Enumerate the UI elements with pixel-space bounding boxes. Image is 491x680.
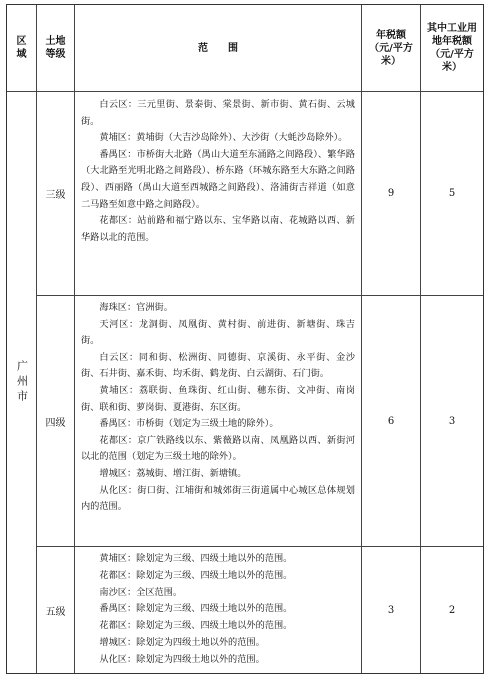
header-annual-tax: 年税额（元/平方米） (369, 29, 413, 67)
scope-line: 增城区：除划定为四级土地以外的范围。 (99, 636, 265, 648)
scope-line: 黄埔区：除划定为三级、四级土地以外的范围。 (99, 553, 293, 564)
scope-line: 天河区：龙洞街、凤凰街、黄村街、前进街、新塘街、珠吉街。 (81, 318, 355, 347)
scope-line: 南沙区：全区范围。 (99, 586, 183, 598)
industrial-tax-cell-4: 3 (448, 415, 456, 427)
scope-line: 从化区：街口街、江埔街和城郊街三街道属中心城区总体规划内的范围。 (81, 484, 355, 513)
scope-cell-3 (81, 97, 355, 246)
scope-line: 花都区：除划定为三级、四级土地以外的范围。 (99, 569, 293, 581)
header-region: 区域 (16, 36, 27, 60)
scope-cell-4 (81, 300, 355, 516)
region-cell (7, 92, 36, 673)
scope-line: 番禺区：市桥街大北路（禺山大道至东涌路之间路段）、繁华路（大北路至光明北路之间路段）、桥东路（环城东路至大东路之间路段）、西丽路（禺山大道至西城路之间路段）、洛浦街吉祥道（如意二马路至如意中路之间路段）。 (81, 148, 355, 210)
scope-line: 花都区：站前路和福宁路以东、宝华路以南、花城路以西、新华路以北的范围。 (81, 215, 355, 243)
scope-line: 海珠区：官洲街。 (99, 302, 173, 313)
scope-line: 黄埔区：黄埔街（大吉沙岛除外）、大沙街（大蚝沙岛除外）。 (99, 132, 348, 144)
header-industrial-tax: 其中工业用地年税额（元/平方米） (427, 23, 477, 73)
grade-cell-4: 四级 (45, 417, 66, 429)
land-tax-table (6, 4, 484, 674)
scope-line: 从化区：除划定为四级土地以外的范围。 (99, 653, 265, 665)
industrial-tax-cell-5: 2 (448, 604, 456, 616)
scope-line: 番禺区：市桥街（划定为三级土地的除外）。 (99, 418, 279, 430)
industrial-tax-cell-3: 5 (448, 188, 456, 199)
tax-cell-4: 6 (387, 415, 395, 427)
header-scope: 范 围 (198, 42, 238, 54)
region-name: 广州市 (15, 360, 29, 405)
scope-line: 增城区：荔城街、增江街、新塘镇。 (99, 467, 247, 479)
scope-line: 花都区：除划定为三级、四级土地以外的范围。 (99, 620, 293, 632)
scope-line: 白云区：同和街、松洲街、同德街、京溪街、永平街、金沙街、石井街、嘉禾街、均禾街、鹤龙街、白云湖街、石门街。 (81, 351, 355, 380)
scope-line: 黄埔区：荔联街、鱼珠街、红山街、穗东街、文冲街、南岗街、联和街、萝岗街、夏港街、东区街。 (81, 384, 355, 413)
grade-cell-3: 三级 (45, 190, 66, 201)
scope-line: 白云区：三元里街、景泰街、棠景街、新市街、黄石街、云城街。 (81, 99, 355, 127)
header-grade: 土地等级 (45, 36, 66, 60)
tax-cell-3: 9 (387, 188, 395, 199)
scope-line: 番禺区：除划定为三级、四级土地以外的范围。 (99, 603, 293, 615)
scope-cell-5 (81, 551, 355, 669)
tax-cell-5: 3 (387, 604, 395, 616)
scope-line: 花都区：京广铁路线以东、紫薇路以南、凤凰路以西、新街河以北的范围（划定为三级土地的除外）。 (81, 434, 355, 463)
grade-cell-5: 五级 (45, 606, 66, 618)
